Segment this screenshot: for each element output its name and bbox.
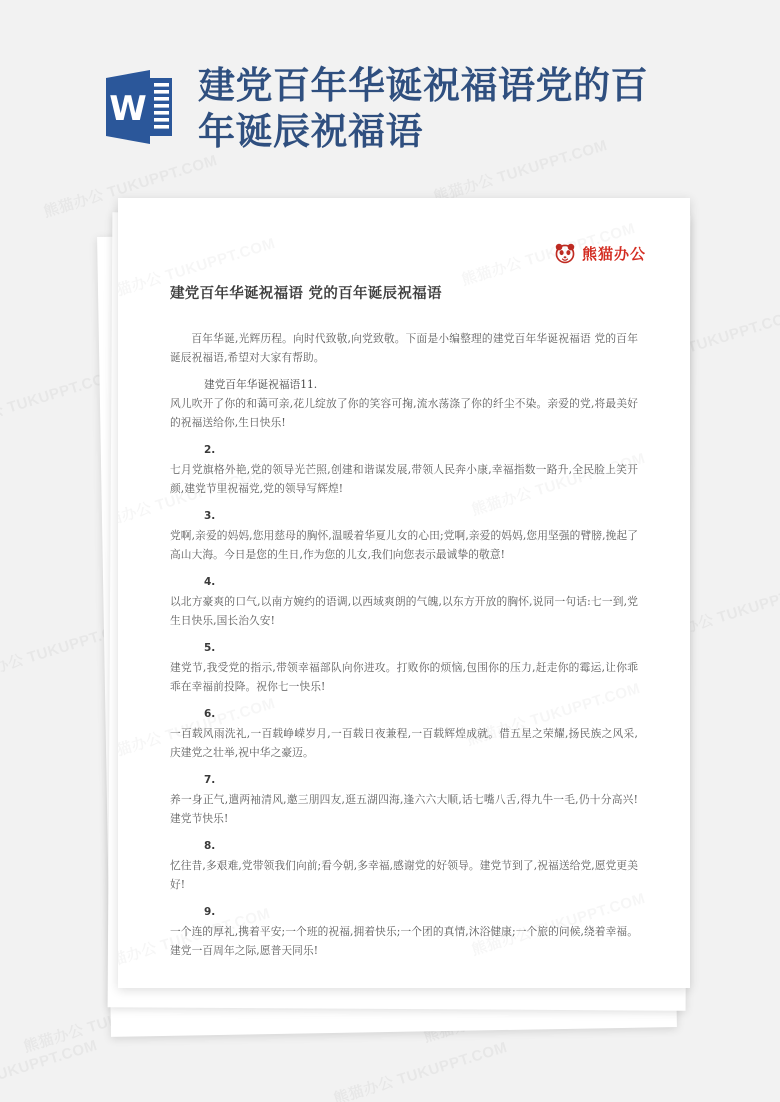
wish-item-text: 风儿吹开了你的和蔼可亲,花儿绽放了你的笑容可掬,流水荡涤了你的纤尘不染。亲爱的党,将最美好的祝福送给你,生日快乐!: [170, 397, 638, 429]
wish-item-text: 忆往昔,多艰难,党带领我们向前;看今朝,多幸福,感谢党的好领导。建党节到了,祝福送给党,愿党更美好!: [170, 859, 638, 891]
wish-item-text: 养一身正气,遣两袖清风,邀三朋四友,逛五湖四海,逢六六大顺,话七嘴八舌,得九牛一毛,仍十分高兴!建党节快乐!: [170, 793, 638, 825]
wish-item-number: 9.: [204, 906, 216, 918]
wish-item-number: 3.: [204, 510, 216, 522]
document-page: [118, 198, 690, 988]
section-heading: 建党百年华诞祝福语11.: [204, 378, 318, 391]
wish-item-text: 党啊,亲爱的妈妈,您用慈母的胸怀,温暖着华夏儿女的心田;党啊,亲爱的妈妈,您用坚强的臂膀,挽起了高山大海。今日是您的生日,作为您的儿女,我们向您表示最诚挚的敬意!: [170, 529, 638, 561]
wish-item-text: 建党节,我受党的指示,带领幸福部队向你进攻。打败你的烦恼,包围你的压力,赶走你的霉运,让你乖乖在幸福前投降。祝你七一快乐!: [170, 661, 638, 693]
wish-item-text: 一百载风雨洗礼,一百载峥嵘岁月,一百载日夜兼程,一百载辉煌成就。借五星之荣耀,扬民族之风采,庆建党之壮举,祝中华之豪迈。: [170, 727, 638, 759]
wish-item-number: 8.: [204, 840, 216, 852]
brand-name: 熊猫办公: [581, 244, 646, 263]
document-intro: 百年华诞,光辉历程。向时代致敬,向党致敬。下面是小编整理的建党百年华诞祝福语 党的百年诞辰祝福语,希望对大家有帮助。: [170, 332, 638, 364]
page-title: 建党百年华诞祝福语党的百年诞辰祝福语: [198, 63, 648, 153]
wish-item-number: 4.: [204, 576, 216, 588]
document-title: 建党百年华诞祝福语 党的百年诞辰祝福语: [170, 285, 442, 302]
wish-item-number: 5.: [204, 642, 216, 654]
wish-item-number: 7.: [204, 774, 216, 786]
wish-item-text: 一个连的厚礼,携着平安;一个班的祝福,拥着快乐;一个团的真情,沐浴健康;一个旅的问候,绕着幸福。建党一百周年之际,愿普天同乐!: [170, 925, 638, 957]
wish-item-text: 以北方豪爽的口气,以南方婉约的语调,以西域爽朗的气魄,以东方开放的胸怀,说同一句话:七一到,党生日快乐,国长治久安!: [170, 595, 638, 627]
microsoft-word-logo: [104, 68, 176, 146]
document-body: [170, 329, 638, 960]
panda-icon: [554, 242, 576, 264]
word-logo-letter: W: [109, 89, 147, 129]
brand-logo: [170, 240, 646, 266]
page-header: [0, 0, 780, 185]
wish-item-text: 七月党旗格外艳,党的领导光芒照,创建和谐谋发展,带领人民奔小康,幸福指数一路升,全民脸上笑开颜,建党节里祝福党,党的领导写辉煌!: [170, 463, 638, 495]
wish-item-number: 2.: [204, 444, 216, 456]
wish-item-number: 6.: [204, 708, 216, 720]
